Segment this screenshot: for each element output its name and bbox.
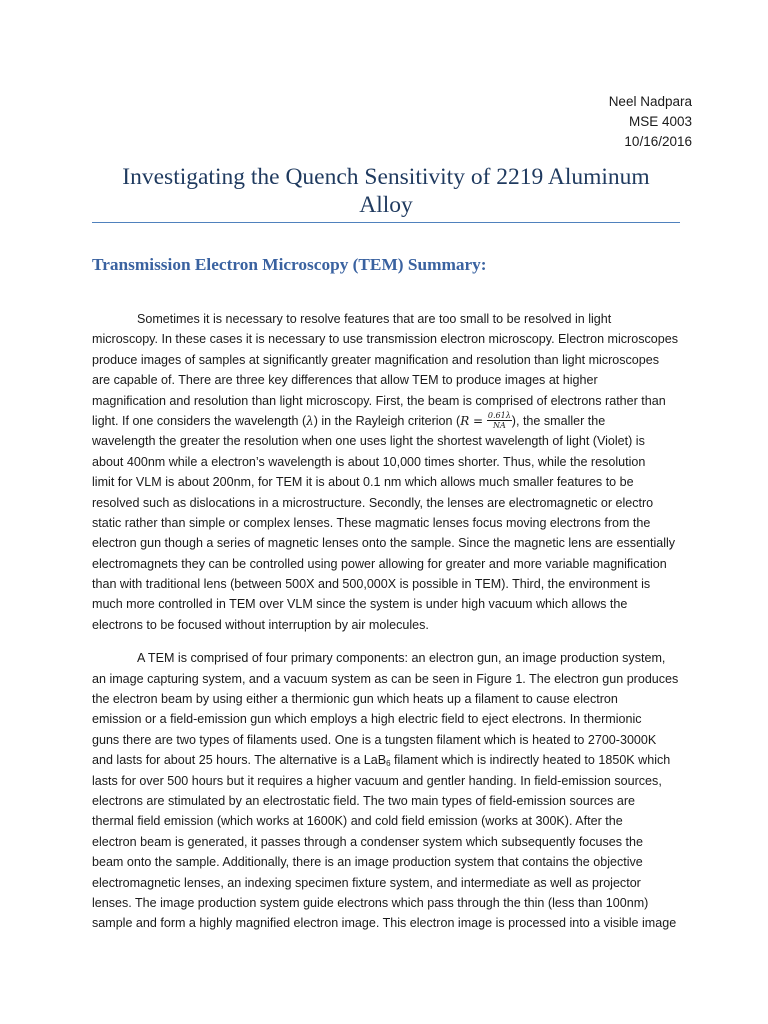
text-line: the electron beam by using either a thermionic gun which heats up a filament to cause electron — [92, 692, 618, 707]
equation-denominator: NA — [492, 420, 506, 430]
text-line: sample and form a highly magnified electron image. This electron image is processed into a visible image — [92, 916, 677, 931]
text-line: electrons are stimulated by an electrostatic field. The two main types of field-emission sources are — [92, 793, 636, 808]
text-fragment: light. If one considers the wavelength ( — [92, 413, 307, 428]
text-line: produce images of samples at significantly greater magnification and resolution than light microscopes — [92, 352, 659, 367]
text-line: thermal field emission (which works at 1600K) and cold field emission (works at 300K). After the — [92, 814, 623, 829]
text-line: lenses. The image production system guide electrons which pass through the thin (less than 100nm) — [92, 895, 649, 910]
text-fragment: filament which is indirectly heated to 1850K which — [390, 753, 671, 768]
equation-fraction — [487, 411, 512, 430]
text-line: than with traditional lens (between 500X and 500,000X is possible in TEM). Third, the environment is — [92, 577, 651, 592]
text-line: are capable of. There are three key differences that allow TEM to produce images at higher — [92, 373, 598, 388]
text-line: electromagnets they can be controlled using power allowing for greater and more variable magnification — [92, 556, 667, 571]
text-line: lasts for over 500 hours but it requires a higher vacuum and gentler handing. In field-emission sources, — [92, 773, 662, 788]
document-body — [92, 309, 682, 934]
text-fragment: ) in the Rayleigh criterion ( — [313, 413, 461, 428]
text-line: beam onto the sample. Additionally, there is an image production system that contains the objective — [92, 855, 643, 870]
text-fragment: and lasts for about 25 hours. The alternative is a LaB — [92, 753, 387, 768]
text-line: emission or a field-emission gun which employs a high electric field to eject electrons. In thermionic — [92, 712, 642, 727]
author-header — [609, 92, 692, 152]
author-name: Neel Nadpara — [608, 94, 692, 109]
subscript: 6 — [386, 759, 391, 769]
text-line: A TEM is comprised of four primary components: an electron gun, an image production system, — [137, 651, 666, 666]
title-line-1: Investigating the Quench Sensitivity of 2219 Aluminum — [122, 164, 650, 190]
equation-lhs: R = — [460, 413, 487, 428]
text-line: electrons to be focused without interruption by air molecules. — [92, 617, 429, 632]
text-line: static rather than simple or complex lenses. These magmatic lenses focus moving electrons from the — [92, 515, 651, 530]
text-line: resolved such as dislocations in a microstructure. Secondly, the lenses are electromagnetic or electro — [92, 495, 654, 510]
course-code: MSE 4003 — [628, 114, 692, 129]
paragraph-2 — [92, 648, 682, 933]
lambda-symbol: λ — [306, 413, 314, 428]
text-line: Sometimes it is necessary to resolve features that are too small to be resolved in light — [137, 312, 612, 326]
text-fragment: ), the smaller the — [511, 413, 606, 428]
text-line: much more controlled in TEM over VLM since the system is under high vacuum which allows the — [92, 597, 628, 612]
text-line: microscopy. In these cases it is necessary to use transmission electron microscopy. Electron microscopes — [92, 332, 678, 347]
text-line: magnification and resolution than light microscopy. First, the beam is comprised of electrons rather than — [92, 393, 666, 408]
text-line — [92, 750, 682, 770]
text-line: about 400nm while a electron’s wavelength is about 10,000 times shorter. Thus, while the resolution — [92, 454, 646, 469]
rayleigh-equation — [460, 410, 512, 430]
title-underline — [92, 222, 680, 223]
equation-numerator: 0.61λ — [487, 410, 511, 420]
title-line-2: Alloy — [359, 192, 413, 218]
document-title — [92, 163, 680, 219]
text-line — [92, 411, 682, 431]
document-date: 10/16/2016 — [624, 134, 692, 149]
text-line: electromagnetic lenses, an indexing specimen fixture system, and intermediate as well as projector — [92, 875, 641, 890]
section-heading: Transmission Electron Microscopy (TEM) Summary: — [92, 255, 487, 274]
paragraph-1 — [92, 309, 682, 635]
text-line: an image capturing system, and a vacuum system as can be seen in Figure 1. The electron gun produces — [92, 671, 679, 686]
text-line: guns there are two types of filaments used. One is a tungsten filament which is heated to 2700-3000K — [92, 732, 657, 747]
text-line: electron beam is generated, it passes through a condenser system which subsequently focuses the — [92, 834, 643, 849]
text-line: limit for VLM is about 200nm, for TEM it is about 0.1 nm which allows much smaller features to be — [92, 475, 634, 490]
text-line: wavelength the greater the resolution when one uses light the shortest wavelength of light (Violet) is — [92, 434, 645, 449]
text-line: electron gun though a series of magnetic lenses onto the sample. Since the magnetic lens are essentially — [92, 536, 676, 551]
